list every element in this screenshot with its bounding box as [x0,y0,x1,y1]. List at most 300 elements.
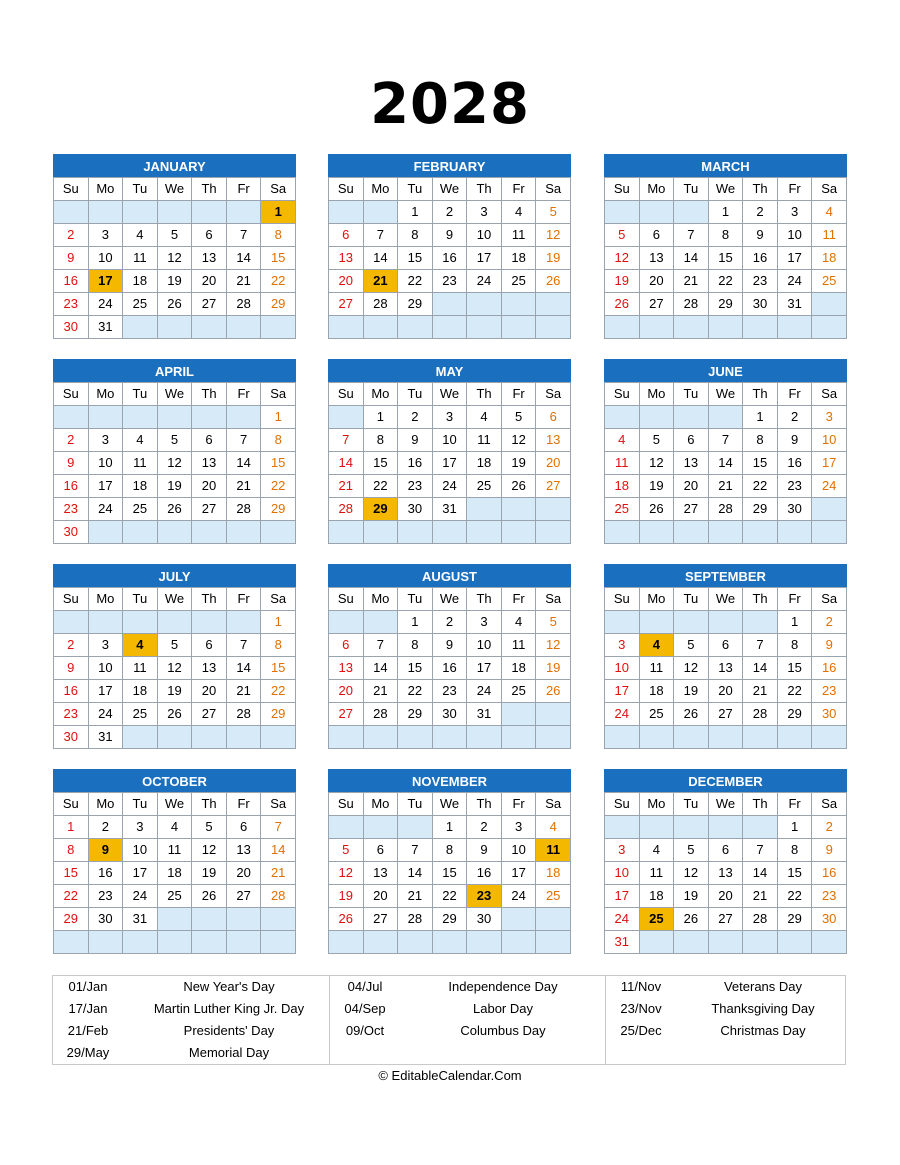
day-cell: 3 [777,201,812,224]
day-cell: 1 [363,406,398,429]
week-row [54,680,296,703]
day-cell: 22 [777,885,812,908]
day-cell: 10 [812,429,847,452]
week-row [329,816,571,839]
month-table [328,177,571,339]
day-cell: 25 [536,885,571,908]
day-cell: 14 [674,247,709,270]
day-cell: 27 [363,908,398,931]
month-february [328,154,571,339]
week-row [54,452,296,475]
week-row [54,475,296,498]
empty-cell [812,293,847,316]
weekday-header: We [432,588,467,611]
weekday-header-row [329,383,571,406]
empty-cell [639,726,674,749]
empty-cell [432,521,467,544]
day-cell: 19 [639,475,674,498]
day-cell: 30 [88,908,123,931]
day-cell: 26 [157,703,192,726]
empty-cell [708,406,743,429]
weekday-header: Mo [363,588,398,611]
day-cell: 28 [708,498,743,521]
day-cell: 23 [54,498,89,521]
day-cell: 29 [708,293,743,316]
day-cell: 12 [157,247,192,270]
empty-cell [536,703,571,726]
day-cell: 15 [708,247,743,270]
month-name: SEPTEMBER [604,564,847,587]
holiday-name: New Year's Day [183,979,275,994]
weekday-header: Fr [501,588,536,611]
day-cell: 6 [329,224,364,247]
weekday-header: Sa [261,588,296,611]
day-cell: 11 [501,224,536,247]
weekday-header: Su [605,178,640,201]
day-cell: 23 [743,270,778,293]
day-cell: 23 [812,680,847,703]
weekday-header: Tu [398,588,433,611]
weekday-header-row [605,178,847,201]
weekday-header-row [54,588,296,611]
weekday-header: We [157,383,192,406]
empty-cell [363,726,398,749]
day-cell: 8 [708,224,743,247]
empty-cell [674,726,709,749]
week-row [605,634,847,657]
month-december [604,769,847,954]
day-cell: 10 [88,657,123,680]
empty-cell [743,521,778,544]
empty-cell [674,816,709,839]
holiday-column [329,976,606,1065]
day-cell: 17 [605,680,640,703]
weekday-header: Tu [398,383,433,406]
day-cell: 5 [605,224,640,247]
month-may [328,359,571,544]
day-cell: 4 [536,816,571,839]
week-row [605,224,847,247]
empty-cell [157,316,192,339]
day-cell: 25 [157,885,192,908]
day-cell: 18 [123,270,158,293]
day-cell: 7 [226,224,261,247]
week-row [54,634,296,657]
day-cell: 11 [123,247,158,270]
week-row [605,680,847,703]
day-cell: 25 [605,498,640,521]
day-cell: 30 [432,703,467,726]
day-cell: 29 [261,498,296,521]
day-cell: 18 [123,475,158,498]
day-cell: 13 [674,452,709,475]
month-name: JULY [53,564,296,587]
weekday-header: We [708,383,743,406]
day-cell: 1 [261,611,296,634]
day-cell: 30 [54,521,89,544]
empty-cell [363,201,398,224]
day-cell: 20 [708,680,743,703]
day-cell: 6 [363,839,398,862]
day-cell: 9 [54,657,89,680]
weekday-header: Fr [226,383,261,406]
week-row [605,270,847,293]
empty-cell [157,201,192,224]
empty-cell [329,406,364,429]
week-row [605,475,847,498]
day-cell: 5 [157,224,192,247]
week-row [605,862,847,885]
weekday-header: We [432,383,467,406]
day-cell: 10 [123,839,158,862]
day-cell: 25 [467,475,502,498]
week-row [329,862,571,885]
empty-cell [157,908,192,931]
day-cell: 15 [398,657,433,680]
weekday-header: Fr [777,588,812,611]
weekday-header: Su [605,588,640,611]
day-cell: 7 [743,839,778,862]
day-cell: 18 [123,680,158,703]
holiday-row [330,976,606,998]
day-cell: 20 [639,270,674,293]
day-cell: 27 [329,293,364,316]
day-cell: 16 [432,247,467,270]
day-cell: 30 [743,293,778,316]
weekday-header: Su [329,588,364,611]
weekday-header: Th [743,588,778,611]
day-cell: 3 [467,201,502,224]
day-cell: 10 [88,247,123,270]
day-cell: 5 [157,429,192,452]
day-cell: 2 [812,816,847,839]
day-cell: 24 [501,885,536,908]
weekday-header: Th [192,383,227,406]
empty-cell [605,201,640,224]
month-table [604,177,847,339]
weekday-header: Tu [398,178,433,201]
empty-cell [261,931,296,954]
day-cell: 22 [777,680,812,703]
empty-cell [674,611,709,634]
day-cell: 14 [363,247,398,270]
empty-cell [639,816,674,839]
month-table [53,587,296,749]
day-cell: 22 [261,680,296,703]
day-cell: 30 [812,703,847,726]
day-cell: 15 [261,452,296,475]
day-cell: 16 [88,862,123,885]
week-row [54,816,296,839]
day-cell: 8 [777,634,812,657]
day-cell: 2 [88,816,123,839]
day-cell: 30 [467,908,502,931]
day-cell: 8 [261,224,296,247]
week-row [54,703,296,726]
day-cell: 13 [226,839,261,862]
day-cell: 10 [88,452,123,475]
week-row [605,247,847,270]
month-name: APRIL [53,359,296,382]
day-cell: 28 [743,703,778,726]
day-cell: 6 [674,429,709,452]
day-cell: 19 [157,270,192,293]
day-cell: 27 [192,498,227,521]
day-cell: 22 [432,885,467,908]
day-cell: 16 [812,657,847,680]
holiday-name: Labor Day [473,1001,533,1016]
day-cell: 23 [432,270,467,293]
day-cell: 21 [226,270,261,293]
month-name: JANUARY [53,154,296,177]
weekday-header: Mo [639,793,674,816]
weekday-header: Fr [501,383,536,406]
day-cell: 12 [192,839,227,862]
day-cell: 20 [363,885,398,908]
empty-cell [192,931,227,954]
day-cell: 21 [329,475,364,498]
day-cell: 8 [54,839,89,862]
empty-cell [432,931,467,954]
weekday-header: Tu [123,793,158,816]
day-cell: 11 [123,657,158,680]
day-cell: 9 [398,429,433,452]
empty-cell [501,293,536,316]
empty-cell [536,908,571,931]
day-cell: 11 [605,452,640,475]
empty-cell [192,521,227,544]
empty-cell [432,293,467,316]
holiday-date: 04/Sep [344,1001,386,1016]
empty-cell [777,931,812,954]
day-cell: 26 [536,680,571,703]
day-cell: 6 [226,816,261,839]
day-cell: 4 [812,201,847,224]
day-cell: 15 [743,452,778,475]
weekday-header: Fr [777,178,812,201]
day-cell: 22 [261,475,296,498]
empty-cell [54,931,89,954]
empty-cell [605,611,640,634]
day-cell: 1 [398,611,433,634]
weekday-header: We [432,793,467,816]
day-cell: 14 [398,862,433,885]
month-name: MAY [328,359,571,382]
day-cell: 31 [88,726,123,749]
weekday-header: Tu [674,793,709,816]
day-cell: 12 [605,247,640,270]
empty-cell [123,406,158,429]
empty-cell [777,521,812,544]
holiday-column [605,976,846,1065]
day-cell: 5 [639,429,674,452]
day-cell: 21 [708,475,743,498]
day-cell: 21 [743,680,778,703]
day-cell: 3 [88,634,123,657]
day-cell: 11 [812,224,847,247]
day-cell: 3 [432,406,467,429]
month-october [53,769,296,954]
day-cell: 22 [708,270,743,293]
weekday-header: Mo [88,793,123,816]
empty-cell [123,726,158,749]
empty-cell [192,406,227,429]
day-cell: 21 [226,680,261,703]
day-cell: 7 [398,839,433,862]
day-cell: 18 [157,862,192,885]
empty-cell [674,201,709,224]
holiday-name: Martin Luther King Jr. Day [153,1001,305,1016]
empty-cell [226,611,261,634]
day-cell: 24 [605,908,640,931]
empty-cell [329,816,364,839]
day-cell: 25 [501,680,536,703]
day-cell: 15 [777,862,812,885]
day-cell: 24 [88,703,123,726]
day-cell: 16 [54,270,89,293]
month-september [604,564,847,749]
day-cell: 17 [605,885,640,908]
weekday-header: Sa [536,178,571,201]
day-cell: 12 [501,429,536,452]
empty-cell [157,931,192,954]
day-cell: 28 [261,885,296,908]
weekday-header: Mo [639,178,674,201]
month-name: JUNE [604,359,847,382]
month-table [53,382,296,544]
weekday-header: Th [467,178,502,201]
day-cell: 16 [743,247,778,270]
empty-cell [329,521,364,544]
weekday-header: Th [192,793,227,816]
day-cell: 5 [536,611,571,634]
week-row [54,885,296,908]
week-row [329,931,571,954]
empty-cell [192,726,227,749]
day-cell: 17 [777,247,812,270]
day-cell: 7 [226,634,261,657]
day-cell: 20 [329,270,364,293]
day-cell: 31 [777,293,812,316]
day-cell: 6 [192,634,227,657]
weekday-header-row [605,793,847,816]
day-cell: 20 [192,475,227,498]
holiday-name: Independence Day [448,979,558,994]
empty-cell [123,521,158,544]
empty-cell [674,931,709,954]
week-row [605,657,847,680]
day-cell: 29 [398,703,433,726]
day-cell: 27 [708,703,743,726]
holiday-date: 11/Nov [620,979,662,994]
day-cell: 21 [226,475,261,498]
day-cell: 25 [123,703,158,726]
week-row [329,201,571,224]
weekday-header-row [54,178,296,201]
weekday-header: Th [743,178,778,201]
holiday-row [330,1020,606,1042]
empty-cell [398,726,433,749]
day-cell: 14 [329,452,364,475]
day-cell: 20 [329,680,364,703]
empty-cell [467,498,502,521]
day-cell: 12 [674,657,709,680]
empty-cell [467,316,502,339]
holiday-row [53,1020,329,1042]
week-row [329,703,571,726]
day-cell: 27 [639,293,674,316]
day-cell: 9 [432,634,467,657]
day-cell: 24 [467,270,502,293]
day-cell: 29 [777,703,812,726]
empty-cell [329,726,364,749]
weekday-header: Sa [536,793,571,816]
week-row [54,726,296,749]
day-cell: 22 [398,680,433,703]
empty-cell [708,726,743,749]
week-row [54,201,296,224]
weekday-header: Mo [88,383,123,406]
day-cell: 14 [363,657,398,680]
day-cell: 29 [54,908,89,931]
holiday-name: Presidents' Day [183,1023,275,1038]
day-cell: 25 [639,703,674,726]
day-cell: 22 [363,475,398,498]
day-cell: 28 [226,498,261,521]
empty-cell [363,521,398,544]
day-cell: 19 [501,452,536,475]
month-name: MARCH [604,154,847,177]
weekday-header: Mo [639,588,674,611]
week-row [54,839,296,862]
day-cell: 22 [398,270,433,293]
day-cell: 15 [363,452,398,475]
weekday-header: Sa [812,588,847,611]
day-cell: 27 [708,908,743,931]
day-cell: 31 [88,316,123,339]
weekday-header: Su [329,793,364,816]
week-row [329,521,571,544]
day-cell: 7 [363,634,398,657]
empty-cell [639,611,674,634]
week-row [54,406,296,429]
week-row [329,475,571,498]
day-cell: 23 [88,885,123,908]
day-cell: 1 [708,201,743,224]
day-cell: 28 [363,293,398,316]
empty-cell [605,406,640,429]
day-cell: 28 [226,703,261,726]
day-cell: 10 [605,862,640,885]
empty-cell [639,931,674,954]
holiday-row [606,1020,846,1042]
empty-cell [123,611,158,634]
day-cell: 13 [708,862,743,885]
weekday-header-row [329,588,571,611]
day-cell: 29 [743,498,778,521]
day-cell: 2 [54,429,89,452]
day-cell: 8 [777,839,812,862]
month-march [604,154,847,339]
day-cell: 19 [674,885,709,908]
empty-cell [157,726,192,749]
day-cell: 24 [88,293,123,316]
month-name: DECEMBER [604,769,847,792]
day-cell: 29 [777,908,812,931]
empty-cell [157,611,192,634]
holiday-day-cell: 4 [639,634,674,657]
day-cell: 13 [329,657,364,680]
